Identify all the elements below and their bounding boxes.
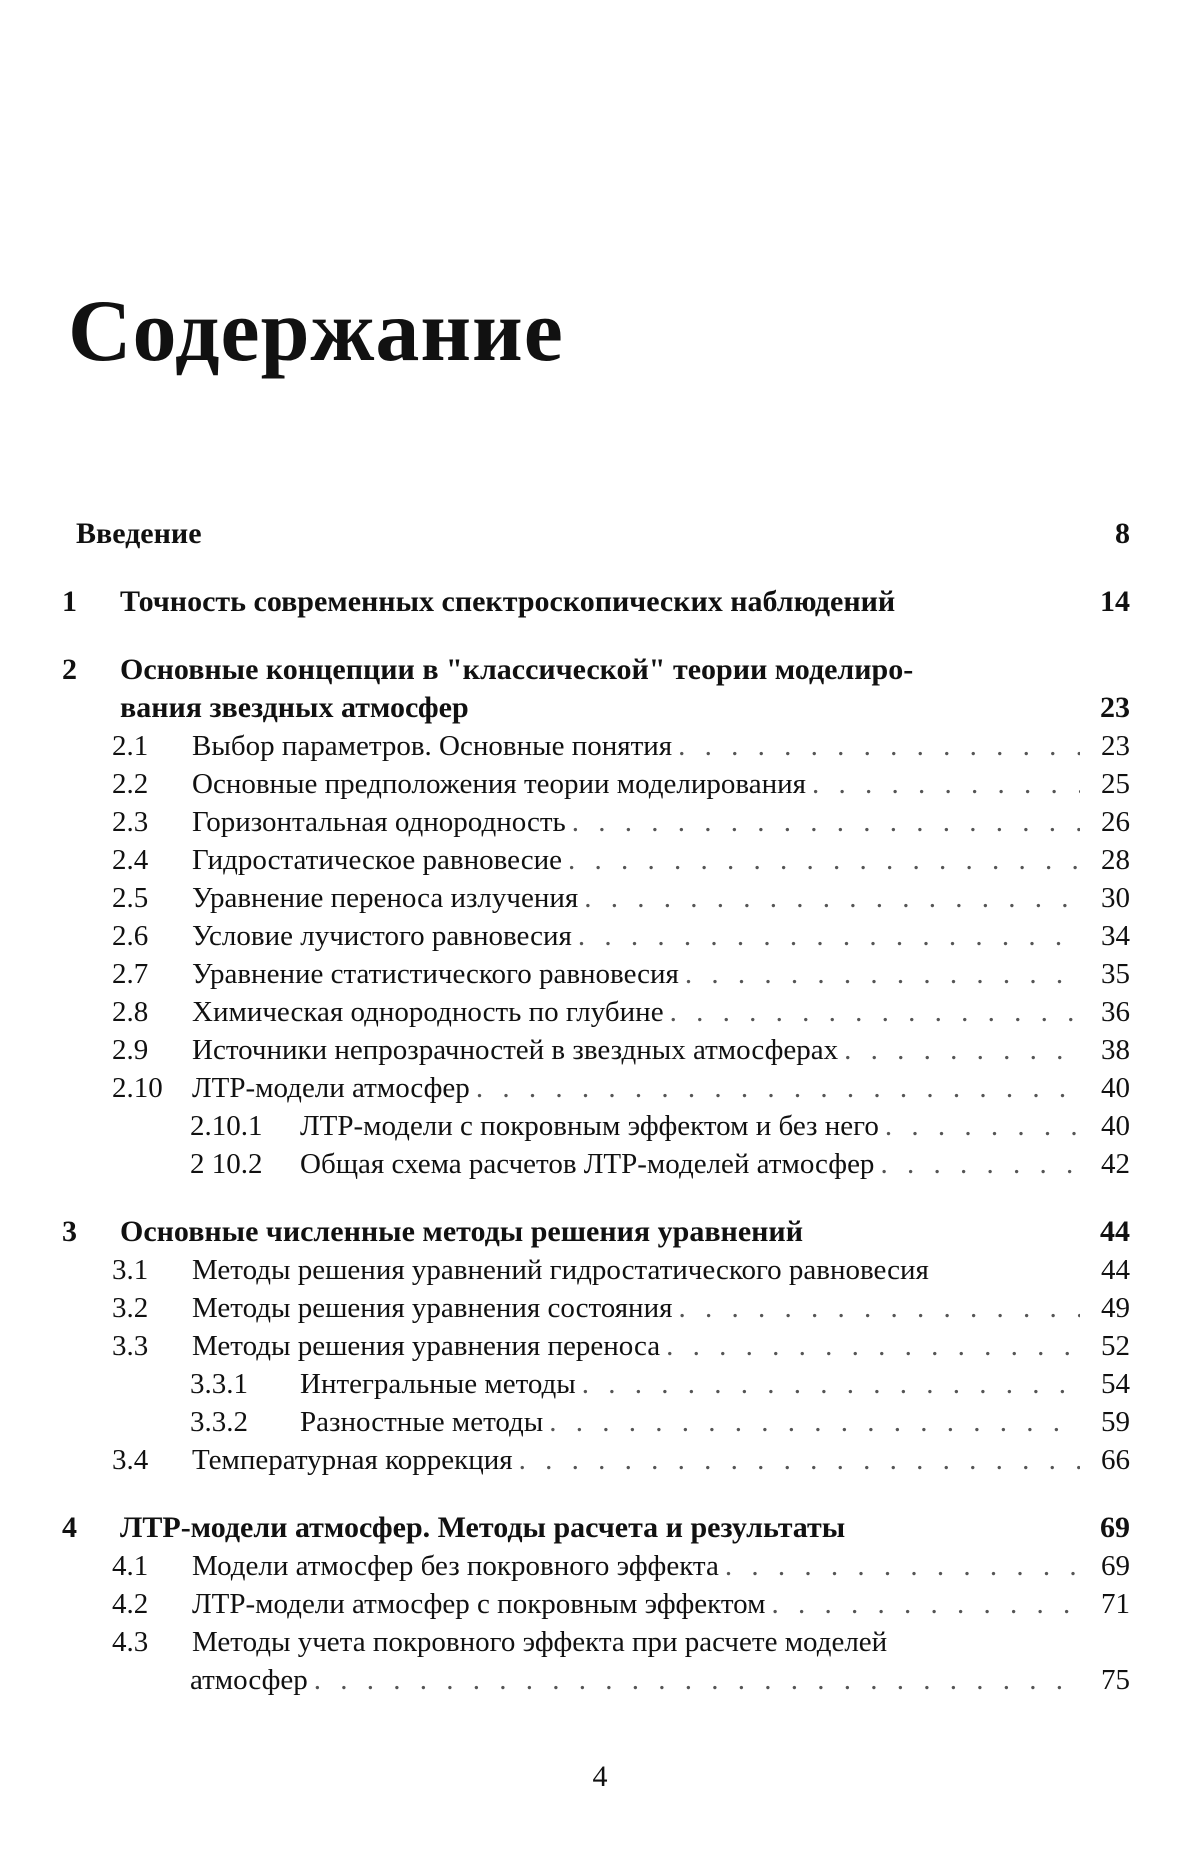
toc-section[interactable] xyxy=(62,879,1130,917)
toc-page-number: 28 xyxy=(1101,844,1130,876)
leader-dots xyxy=(885,1107,1080,1145)
toc-section[interactable] xyxy=(62,803,1130,841)
toc-label: ЛТР-модели атмосфер с покровным эффектом xyxy=(192,1588,766,1620)
toc-section-number: 2.1 xyxy=(112,730,149,762)
toc-section-number: 2.2 xyxy=(112,768,149,800)
toc-page-number: 34 xyxy=(1101,920,1130,952)
toc-section-number: 2.4 xyxy=(112,844,149,876)
leader-dots xyxy=(584,879,1080,917)
toc-page-number: 71 xyxy=(1101,1588,1130,1620)
toc-page-number: 42 xyxy=(1101,1148,1130,1180)
toc-label: Введение xyxy=(76,517,202,550)
toc-section[interactable] xyxy=(62,1327,1130,1365)
toc-section-number: 4.3 xyxy=(112,1626,149,1658)
toc-label: Условие лучистого равновесия xyxy=(192,920,572,952)
toc-subsection[interactable] xyxy=(62,1107,1130,1145)
toc-label: Точность современных спектроскопических наблюдений xyxy=(120,585,896,618)
toc-label: Основные предположения теории моделирования xyxy=(192,768,806,800)
toc-page-number: 35 xyxy=(1101,958,1130,990)
toc-section[interactable] xyxy=(62,1547,1130,1585)
toc-page-number: 75 xyxy=(1101,1664,1130,1696)
toc-label: ЛТР-модели атмосфер. Методы расчета и результаты xyxy=(120,1511,846,1544)
toc-section-number: 2.6 xyxy=(112,920,149,952)
toc-section[interactable] xyxy=(62,955,1130,993)
toc-page-number: 23 xyxy=(1100,691,1130,724)
toc-section-list xyxy=(62,727,1130,1183)
toc-section[interactable] xyxy=(62,765,1130,803)
toc-section-number: 3.4 xyxy=(112,1444,149,1476)
toc-label: ЛТР-модели атмосфер xyxy=(192,1072,470,1104)
leader-dots xyxy=(844,1031,1080,1069)
toc-subsection-number: 2 10.2 xyxy=(190,1148,263,1180)
toc-subsection[interactable] xyxy=(62,1403,1130,1441)
toc-page-number: 14 xyxy=(1100,585,1130,618)
leader-dots xyxy=(519,1441,1080,1479)
toc-chapter-4[interactable] xyxy=(62,1509,1130,1547)
toc-section[interactable] xyxy=(62,1441,1130,1479)
toc-chapter-2[interactable] xyxy=(62,651,1130,689)
toc-label: Модели атмосфер без покровного эффекта xyxy=(192,1550,719,1582)
toc-page-number: 44 xyxy=(1101,1254,1130,1286)
toc-page-number: 23 xyxy=(1101,730,1130,762)
leader-dots xyxy=(572,803,1080,841)
toc-label: Основные концепции в "классической" теории моделиро- xyxy=(120,653,914,686)
toc-label: Интегральные методы xyxy=(300,1368,576,1400)
leader-dots xyxy=(582,1365,1080,1403)
toc-subsection[interactable] xyxy=(62,1365,1130,1403)
toc-label: ЛТР-модели с покровным эффектом и без него xyxy=(300,1110,879,1142)
toc-section[interactable] xyxy=(62,727,1130,765)
toc-page-number: 52 xyxy=(1101,1330,1130,1362)
leader-dots xyxy=(666,1327,1080,1365)
toc-page-number: 69 xyxy=(1101,1550,1130,1582)
toc-subsection[interactable] xyxy=(62,1145,1130,1183)
toc-section[interactable] xyxy=(62,1623,1130,1661)
toc-label: Уравнение переноса излучения xyxy=(192,882,579,914)
leader-dots xyxy=(725,1547,1080,1585)
toc-section-number: 4.1 xyxy=(112,1550,149,1582)
toc-page-number: 44 xyxy=(1100,1215,1130,1248)
toc-section[interactable] xyxy=(62,841,1130,879)
toc-chapter-number: 2 xyxy=(62,653,77,686)
toc-page-number: 40 xyxy=(1101,1110,1130,1142)
toc-section-number: 3.1 xyxy=(112,1254,149,1286)
table-of-contents xyxy=(62,515,1130,1699)
toc-page-number: 36 xyxy=(1101,996,1130,1028)
leader-dots xyxy=(568,841,1080,879)
toc-section[interactable] xyxy=(62,1069,1130,1107)
leader-dots xyxy=(549,1403,1080,1441)
toc-page-number: 69 xyxy=(1100,1511,1130,1544)
page-number: 4 xyxy=(592,1760,608,1793)
toc-section-cont[interactable] xyxy=(62,1661,1130,1699)
toc-label: Гидростатическое равновесие xyxy=(192,844,562,876)
toc-page-number: 25 xyxy=(1101,768,1130,800)
toc-section[interactable] xyxy=(62,993,1130,1031)
toc-page-number: 49 xyxy=(1101,1292,1130,1324)
toc-subsection-number: 3.3.1 xyxy=(190,1368,248,1400)
toc-label: Методы решения уравнений гидростатического равновесия xyxy=(192,1254,929,1286)
toc-subsection-number: 3.3.2 xyxy=(190,1406,248,1438)
toc-chapter-number: 3 xyxy=(62,1215,77,1248)
toc-page-number: 66 xyxy=(1101,1444,1130,1476)
toc-label: Температурная коррекция xyxy=(192,1444,513,1476)
toc-label-continued: вания звездных атмосфер xyxy=(120,691,469,724)
toc-section-number: 2.8 xyxy=(112,996,149,1028)
toc-label: Горизонтальная однородность xyxy=(192,806,566,838)
toc-page-number: 38 xyxy=(1101,1034,1130,1066)
toc-subsection-number: 2.10.1 xyxy=(190,1110,263,1142)
toc-section-number: 2.5 xyxy=(112,882,149,914)
toc-section-number: 2.3 xyxy=(112,806,149,838)
toc-label: Методы решения уравнения состояния xyxy=(192,1292,673,1324)
toc-label: Методы решения уравнения переноса xyxy=(192,1330,661,1362)
toc-section-number: 3.3 xyxy=(112,1330,149,1362)
leader-dots xyxy=(578,917,1080,955)
toc-section-number: 2.10 xyxy=(112,1072,163,1104)
toc-page-number: 59 xyxy=(1101,1406,1130,1438)
toc-section-list xyxy=(62,1547,1130,1699)
toc-section[interactable] xyxy=(62,1251,1130,1289)
toc-section-number: 4.2 xyxy=(112,1588,149,1620)
leader-dots xyxy=(812,765,1080,803)
toc-chapter-2-cont[interactable] xyxy=(62,689,1130,727)
toc-page-number: 54 xyxy=(1101,1368,1130,1400)
toc-chapter-3[interactable] xyxy=(62,1213,1130,1251)
toc-page-number: 8 xyxy=(1115,517,1130,550)
toc-chapter-1[interactable] xyxy=(62,583,1130,621)
toc-label: Разностные методы xyxy=(300,1406,544,1438)
toc-section[interactable] xyxy=(62,1585,1130,1623)
toc-section[interactable] xyxy=(62,1289,1130,1327)
toc-label-continued: атмосфер xyxy=(190,1664,308,1696)
toc-label: Источники непрозрачностей в звездных атмосферах xyxy=(192,1034,839,1066)
leader-dots xyxy=(880,1145,1080,1183)
leader-dots xyxy=(771,1585,1080,1623)
toc-label: Методы учета покровного эффекта при расчете моделей xyxy=(192,1626,888,1658)
toc-section[interactable] xyxy=(62,1031,1130,1069)
leader-dots xyxy=(678,727,1080,765)
toc-page-number: 40 xyxy=(1101,1072,1130,1104)
leader-dots xyxy=(685,955,1080,993)
toc-section-number: 3.2 xyxy=(112,1292,149,1324)
toc-label: Основные численные методы решения уравнений xyxy=(120,1215,803,1248)
toc-chapter-number: 1 xyxy=(62,585,77,618)
toc-label: Выбор параметров. Основные понятия xyxy=(192,730,673,762)
leader-dots xyxy=(678,1289,1080,1327)
toc-label: Химическая однородность по глубине xyxy=(192,996,664,1028)
toc-section-number: 2.9 xyxy=(112,1034,149,1066)
leader-dots xyxy=(314,1661,1080,1699)
toc-chapter-number: 4 xyxy=(62,1511,77,1544)
toc-label: Общая схема расчетов ЛТР-моделей атмосфер xyxy=(300,1148,875,1180)
toc-entry-intro[interactable] xyxy=(62,515,1130,553)
toc-section[interactable] xyxy=(62,917,1130,955)
leader-dots xyxy=(476,1069,1080,1107)
page-title: Содержание xyxy=(68,283,564,380)
toc-page-number: 30 xyxy=(1101,882,1130,914)
toc-section-number: 2.7 xyxy=(112,958,149,990)
leader-dots xyxy=(670,993,1080,1031)
toc-page-number: 26 xyxy=(1101,806,1130,838)
toc-label: Уравнение статистического равновесия xyxy=(192,958,679,990)
toc-section-list xyxy=(62,1251,1130,1479)
